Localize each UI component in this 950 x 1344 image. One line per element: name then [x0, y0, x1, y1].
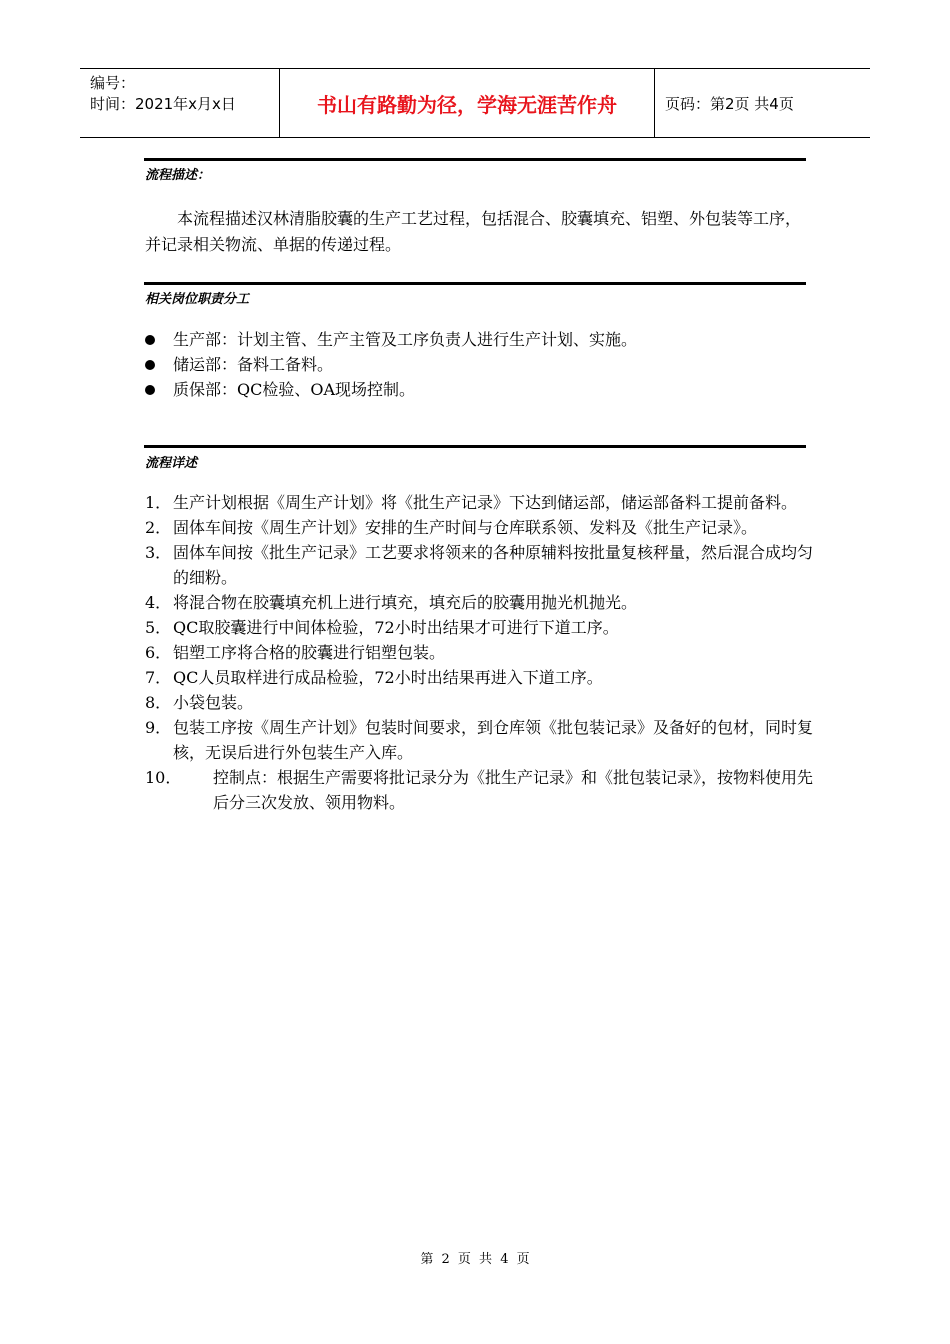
section-divider: [144, 445, 806, 448]
bullet-icon: [145, 385, 155, 395]
list-item: 8． 小袋包装。: [145, 693, 254, 712]
description-paragraph: [145, 206, 809, 258]
bullet-icon: [145, 335, 155, 345]
list-item: 10． 控制点：根据生产需要将批记录分为《批生产记录》和《批包装记录》，按物料使用先后分三次发放、领用物料。: [145, 768, 814, 812]
list-item: 生产部：计划主管、生产主管及工序负责人进行生产计划、实施。: [145, 327, 809, 352]
duties-list: [145, 327, 809, 402]
page-footer: 第 2 页 共 4 页: [420, 1252, 530, 1267]
process-steps: [145, 490, 815, 815]
list-item: 3． 固体车间按《批生产记录》工艺要求将领来的各种原辅料按批量复核秤量，然后混合成均匀的细粉。: [145, 543, 814, 587]
section-divider: [144, 282, 806, 285]
section-divider: [144, 158, 806, 161]
document-date: 时间：2021年x月x日: [90, 95, 236, 113]
section-title-description: 流程描述：: [145, 168, 211, 183]
section-title-duties: 相关岗位职责分工: [145, 292, 250, 307]
list-item: 2． 固体车间按《周生产计划》安排的生产时间与仓库联系领、发料及《批生产记录》。: [145, 518, 758, 537]
list-item: 1． 生产计划根据《周生产计划》将《批生产记录》下达到储运部，储运部备料工提前备料。: [145, 493, 798, 512]
list-item: 5． QC取胶囊进行中间体检验，72小时出结果才可进行下道工序。: [145, 618, 619, 637]
header-page-info: 页码：第2页 共4页: [665, 94, 794, 113]
header-left-cell: [80, 69, 280, 137]
list-item: 4． 将混合物在胶囊填充机上进行填充，填充后的胶囊用抛光机抛光。: [145, 593, 638, 612]
section-title-details: 流程详述: [145, 456, 198, 471]
list-item: 6． 铝塑工序将合格的胶囊进行铝塑包装。: [145, 643, 446, 662]
bullet-icon: [145, 360, 155, 370]
header-motto: 书山有路勤为径，学海无涯苦作舟: [280, 69, 655, 137]
list-item: 质保部：QC检验、OA现场控制。: [145, 377, 809, 402]
list-item: 9． 包装工序按《周生产计划》包装时间要求，到仓库领《批包装记录》及备好的包材，同时复核，无误后进行外包装生产入库。: [145, 718, 814, 762]
list-item: 储运部：备料工备料。: [145, 352, 809, 377]
document-number-label: 编号：: [90, 74, 136, 92]
list-item: 7． QC人员取样进行成品检验，72小时出结果再进入下道工序。: [145, 668, 603, 687]
header-table: [80, 68, 870, 138]
description-text: 本流程描述汉林清脂胶囊的生产工艺过程，包括混合、胶囊填充、铝塑、外包装等工序，并记录相关物流、单据的传递过程。: [145, 209, 802, 254]
